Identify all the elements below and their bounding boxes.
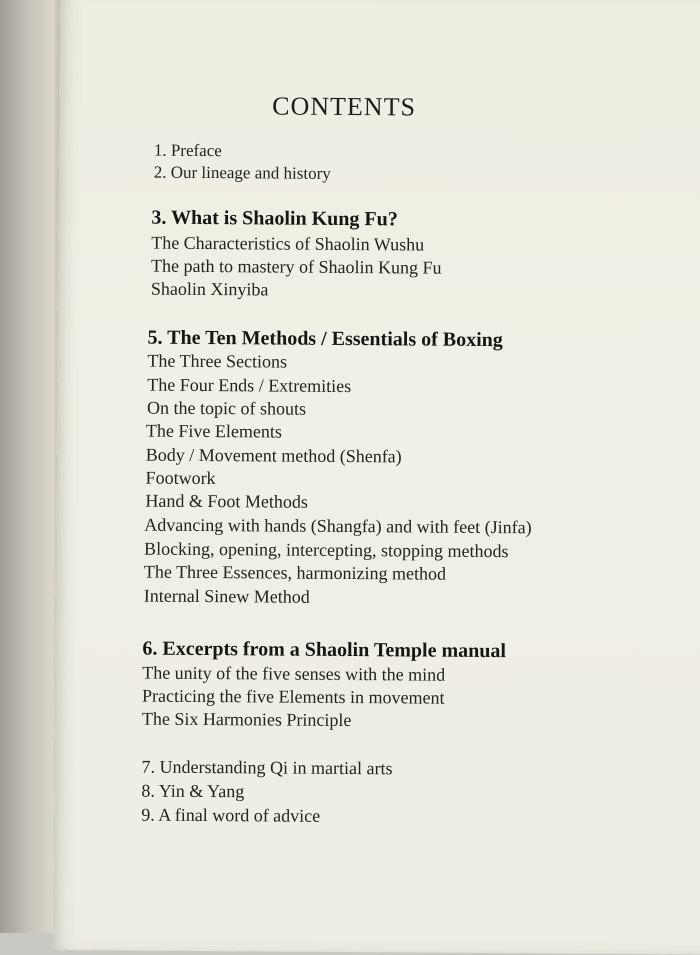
toc-heading-text: 3. What is Shaolin Kung Fu? [151,206,398,231]
toc-entry-text: The unity of the five senses with the mind [142,662,446,685]
contents-title: CONTENTS [272,91,417,122]
toc-entry-text: The Three Essences, harmonizing method [143,561,447,584]
toc-entry-text: 2. Our lineage and history [153,162,331,183]
toc-heading-text: 6. Excerpts from a Shaolin Temple manual [142,637,507,663]
toc-entry-text: The path to mastery of Shaolin Kung Fu [151,255,442,278]
toc-entry-text: Blocking, opening, intercepting, stopping methods [144,538,509,562]
book-page [53,0,700,955]
toc-entry-text: Shaolin Xinyiba [150,278,269,300]
toc-entry-text: On the topic of shouts [147,397,307,419]
toc-entry-text: The Four Ends / Extremities [147,374,352,397]
toc-entry-text: Body / Movement method (Shenfa) [145,444,402,467]
toc-entry-text: The Five Elements [145,420,282,442]
previous-page-edge [0,0,62,933]
toc-entry-text: The Characteristics of Shaolin Wushu [151,232,425,255]
toc-entry-text: 7. Understanding Qi in martial arts [141,756,393,779]
toc-entry-text: The Three Sections [147,350,288,372]
toc-entry-text: The Six Harmonies Principle [141,708,352,731]
toc-entry-text: 9. A final word of advice [141,804,321,826]
toc-heading-text: 5. The Ten Methods / Essentials of Boxing [147,326,503,352]
toc-entry-text: Advancing with hands (Shangfa) and with feet (Jinfa) [144,514,532,538]
toc-entry-text: 8. Yin & Yang [141,780,245,802]
toc-entry-text: 1. Preface [153,140,222,161]
toc-entry-text: Footwork [145,467,216,489]
toc-entry-text: Internal Sinew Method [143,585,310,607]
toc-entry-text: Hand & Foot Methods [145,490,309,512]
toc-entry-text: Practicing the five Elements in movement [142,685,445,708]
